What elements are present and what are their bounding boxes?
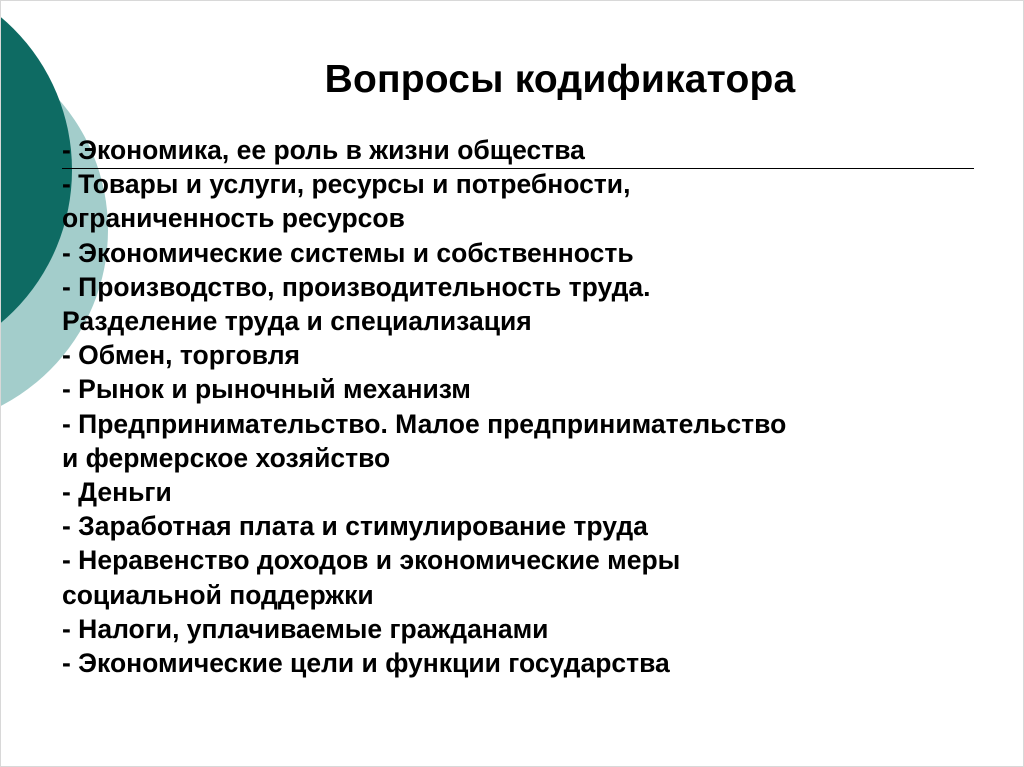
list-line: Разделение труда и специализация — [62, 306, 532, 337]
list-line: и фермерское хозяйство — [62, 442, 391, 473]
list-line: - Заработная плата и стимулирование труда — [62, 511, 648, 542]
list-line: - Экономические цели и функции государства — [62, 648, 670, 679]
list-line: социальной поддержки — [62, 579, 374, 610]
content-list — [62, 133, 1002, 680]
list-line: - Товары и услуги, ресурсы и потребности, — [62, 169, 631, 200]
list-line: - Рынок и рыночный механизм — [62, 374, 471, 405]
list-line: - Экономические системы и собственность — [62, 237, 634, 268]
slide-title: Вопросы кодификатора — [324, 58, 796, 101]
list-line: - Налоги, уплачиваемые гражданами — [62, 613, 549, 644]
list-line: - Деньги — [62, 477, 172, 508]
list-line: - Предпринимательство. Малое предпринимательство — [62, 408, 787, 439]
list-line: - Производство, производительность труда. — [62, 271, 651, 302]
list-line: ограниченность ресурсов — [62, 203, 405, 234]
list-line: - Неравенство доходов и экономические меры — [62, 545, 681, 576]
list-line: - Экономика, ее роль в жизни общества — [62, 135, 585, 165]
list-line: - Обмен, торговля — [62, 340, 301, 371]
